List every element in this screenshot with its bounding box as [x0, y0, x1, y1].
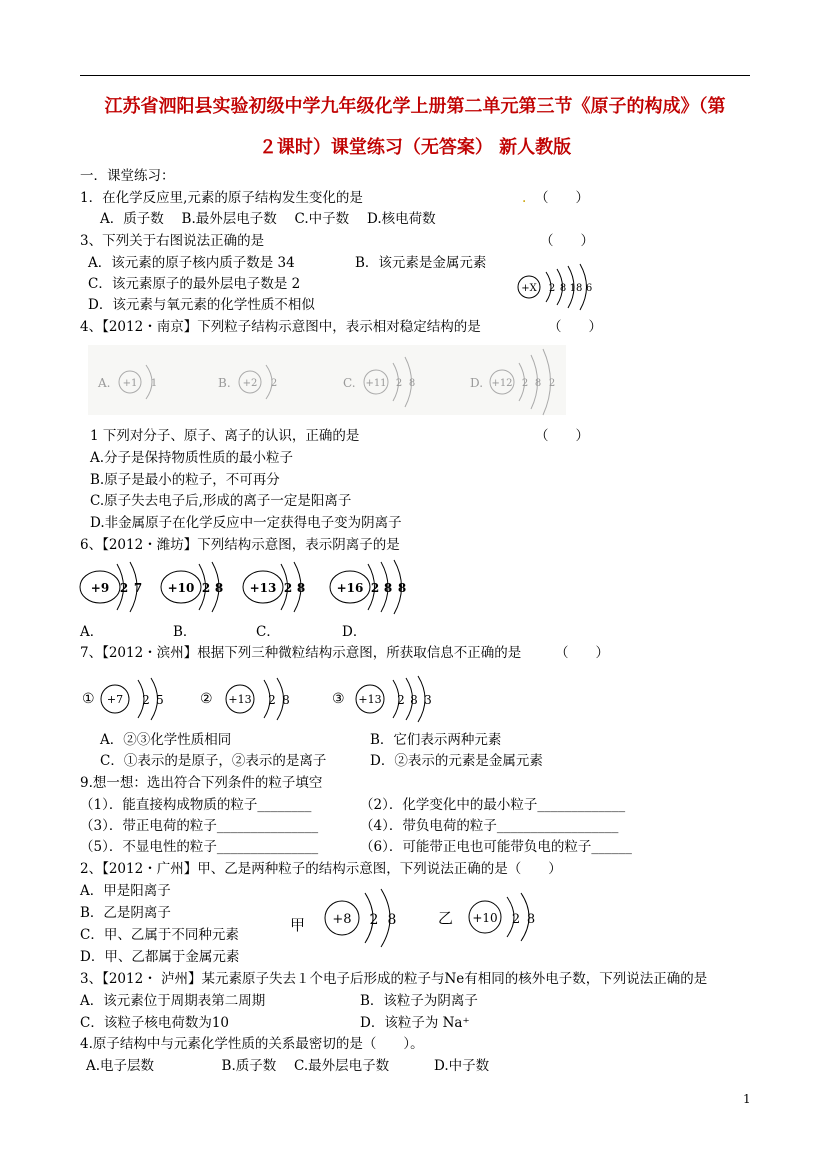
- atom-nucleus-label: +12: [491, 378, 513, 389]
- q9-item-2: （2）．化学变化中的最小粒子_____________: [360, 797, 626, 813]
- atom-shell-count: 18: [569, 283, 583, 294]
- atom-shell-count: 2: [270, 378, 278, 389]
- doc-title-line2: ２课时）课堂练习（无答案） 新人教版: [258, 137, 572, 158]
- atom-nucleus-label: +10: [472, 911, 498, 925]
- atom-nucleus-label: +1: [122, 378, 138, 389]
- atom-letter: C.: [343, 376, 356, 390]
- atom-shell-count: 5: [156, 693, 164, 707]
- q2-opt-b: B．乙是阴离子: [80, 905, 171, 921]
- atom-shell-count: 2: [511, 912, 521, 927]
- atom-nucleus-label: +8: [332, 912, 352, 927]
- atom-shell-count: 2: [395, 378, 403, 389]
- atom-nucleus-label: +13: [249, 581, 277, 595]
- atom-shell-count: 2: [201, 581, 211, 595]
- q6-letter-b: B．: [173, 624, 197, 640]
- q6-letter-a: A．: [80, 624, 104, 640]
- q4a-stem: 4、【2012・南京】下列粒子结构示意图中，表示相对稳定结构的是: [80, 319, 481, 335]
- atom-nucleus-label: +7: [106, 693, 124, 706]
- q1b-opt-a: A.分子是保持物质性质的最小粒子: [90, 450, 294, 466]
- atom-label: ①: [82, 691, 95, 707]
- q3a-stem: 3、下列关于右图说法正确的是: [80, 233, 265, 249]
- atom-shell-count: 2: [521, 378, 529, 389]
- q7-stem: 7、【2012・滨州】根据下列三种微粒结构示意图，所获取信息不正确的是: [80, 645, 522, 661]
- q2-opt-d: D．甲、乙都属于金属元素: [80, 949, 240, 965]
- q3a-paren: （ ）: [540, 233, 594, 249]
- atom-shell-count: 2: [142, 693, 150, 707]
- q1b-paren: （ ）: [535, 428, 589, 444]
- atom-shell-count: 2: [548, 378, 556, 389]
- atom-shell-count: 6: [585, 283, 593, 294]
- atom-shell-count: 8: [383, 581, 393, 595]
- atom-nucleus-label: +X: [521, 283, 537, 294]
- atom-shell-count: 2: [369, 912, 379, 928]
- q3a-opt-b: B．该元素是金属元素: [355, 255, 487, 271]
- q1-options: A．质子数 B.最外层电子数 C.中子数 D.核电荷数: [100, 211, 436, 227]
- atom-label: 乙: [438, 909, 454, 927]
- page-number: 1: [743, 1092, 751, 1106]
- q7-opt-c: C．①表示的是原子，②表示的是离子: [100, 753, 327, 769]
- doc-title-line1: 江苏省泗阳县实验初级中学九年级化学上册第二单元第三节《原子的构成》（第: [104, 96, 726, 117]
- q3b-opt-d: D．该粒子为 Na⁺: [360, 1015, 470, 1031]
- atom-nucleus-label: +13: [228, 693, 252, 706]
- q9-item-1: （1）．能直接构成物质的粒子________: [80, 797, 312, 813]
- atom-nucleus-label: +2: [242, 378, 258, 389]
- atom-shell-count: 1: [150, 378, 158, 389]
- q2-stem: 2、【2012・广州】甲、乙是两种粒子的结构示意图，下列说法正确的是（ ）: [80, 861, 562, 877]
- q3b-opt-a: A．该元素位于周期表第二周期: [80, 993, 266, 1009]
- q6-stem: 6、【2012・潍坊】下列结构示意图，表示阴离子的是: [80, 537, 400, 553]
- q7-paren: （ ）: [555, 645, 609, 661]
- q7-atom-diagrams: [80, 676, 450, 721]
- q4b-stem: 4.原子结构中与元素化学性质的关系最密切的是（ ）。: [80, 1036, 424, 1052]
- q2-atom-diagrams: [285, 885, 555, 955]
- q3a-atom-diagram: [510, 262, 640, 312]
- q3b-opt-b: B．该粒子为阴离子: [360, 993, 478, 1009]
- atom-shell-count: 2: [119, 581, 129, 595]
- atom-letter: A.: [98, 376, 111, 390]
- atom-shell-count: 8: [526, 912, 536, 927]
- q1-paren: （ ）: [535, 190, 589, 206]
- atom-shell-count: 2: [283, 581, 293, 595]
- atom-shell-count: 8: [410, 693, 418, 707]
- q4b-options: A.电子层数 B.质子数 C.最外层电子数 D.中子数: [86, 1058, 490, 1074]
- atom-shell-count: 8: [296, 581, 306, 595]
- q3a-opt-c: C．该元素原子的最外层电子数是 2: [88, 276, 301, 292]
- atom-shell-count: 7: [133, 581, 143, 595]
- atom-shell-count: 8: [559, 283, 567, 294]
- q6-letter-d: D．: [342, 624, 367, 640]
- q3a-opt-a: A．该元素的原子核内质子数是 34: [88, 255, 295, 271]
- atom-letter: D.: [470, 376, 484, 390]
- header-rule: [80, 75, 750, 76]
- q7-opt-a: A．②③化学性质相同: [100, 732, 232, 748]
- q7-opt-b: B．它们表示两种元素: [370, 732, 502, 748]
- atom-nucleus-label: +13: [358, 693, 382, 706]
- atom-shell-count: 2: [548, 283, 556, 294]
- q9-item-6: （6）．可能带正电也可能带负电的粒子______: [360, 839, 632, 855]
- q1b-opt-b: B.原子是最小的粒子，不可再分: [90, 472, 280, 488]
- q4a-atom-diagrams: [88, 345, 568, 417]
- atom-shell-count: 8: [397, 581, 407, 595]
- q1b-opt-c: C.原子失去电子后,形成的离子一定是阳离子: [90, 493, 352, 509]
- atom-nucleus-label: +9: [90, 581, 110, 595]
- atom-shell-count: 8: [214, 581, 224, 595]
- q1b-opt-d: D.非金属原子在化学反应中一定获得电子变为阴离子: [90, 515, 402, 531]
- q9-stem: 9.想一想：选出符合下列条件的粒子填空: [80, 775, 323, 791]
- q6-letter-c: C．: [256, 624, 280, 640]
- q6-atom-diagrams: [78, 560, 428, 610]
- q9-item-5: （5）．不显电性的粒子_______________: [80, 839, 319, 855]
- q1-dot: .: [522, 190, 527, 206]
- atom-letter: B.: [218, 376, 231, 390]
- atom-shell-count: 3: [424, 693, 432, 707]
- atom-label: ②: [200, 691, 213, 707]
- q3b-opt-c: C．该粒子核电荷数为10: [80, 1015, 230, 1031]
- section-heading: 一．课堂练习：: [80, 168, 175, 184]
- atom-shell-count: 8: [534, 378, 542, 389]
- q2-opt-c: C．甲、乙属于不同种元素: [80, 927, 239, 943]
- atom-shell-count: 2: [370, 581, 380, 595]
- q1-stem: 1．在化学反应里,元素的原子结构发生变化的是: [80, 190, 363, 206]
- atom-shell-count: 8: [282, 693, 290, 707]
- atom-label: ③: [332, 691, 345, 707]
- atom-nucleus-label: +10: [167, 581, 195, 595]
- atom-shell-count: 8: [387, 912, 397, 928]
- atom-nucleus-label: +16: [336, 581, 364, 595]
- atom-shell-count: 2: [397, 693, 405, 707]
- atom-label: 甲: [290, 916, 306, 934]
- q7-opt-d: D．②表示的元素是金属元素: [370, 753, 543, 769]
- q1b-stem: 1 下列对分子、原子、离子的认识，正确的是: [90, 428, 360, 444]
- q4a-paren: （ ）: [548, 319, 602, 335]
- atom-shell-count: 2: [268, 693, 276, 707]
- q9-item-4: （4）．带负电荷的粒子__________________: [360, 818, 619, 834]
- atom-shell-count: 8: [408, 378, 416, 389]
- q3a-opt-d: D．该元素与氧元素的化学性质不相似: [88, 297, 315, 313]
- q9-item-3: （3）．带正电荷的粒子_______________: [80, 818, 319, 834]
- q2-opt-a: A．甲是阳离子: [80, 883, 171, 899]
- q3b-stem: 3、【2012・ 泸州】某元素原子失去１个电子后形成的粒子与Ne有相同的核外电子数，下列说法正确的是: [80, 971, 708, 987]
- atom-nucleus-label: +11: [365, 378, 387, 389]
